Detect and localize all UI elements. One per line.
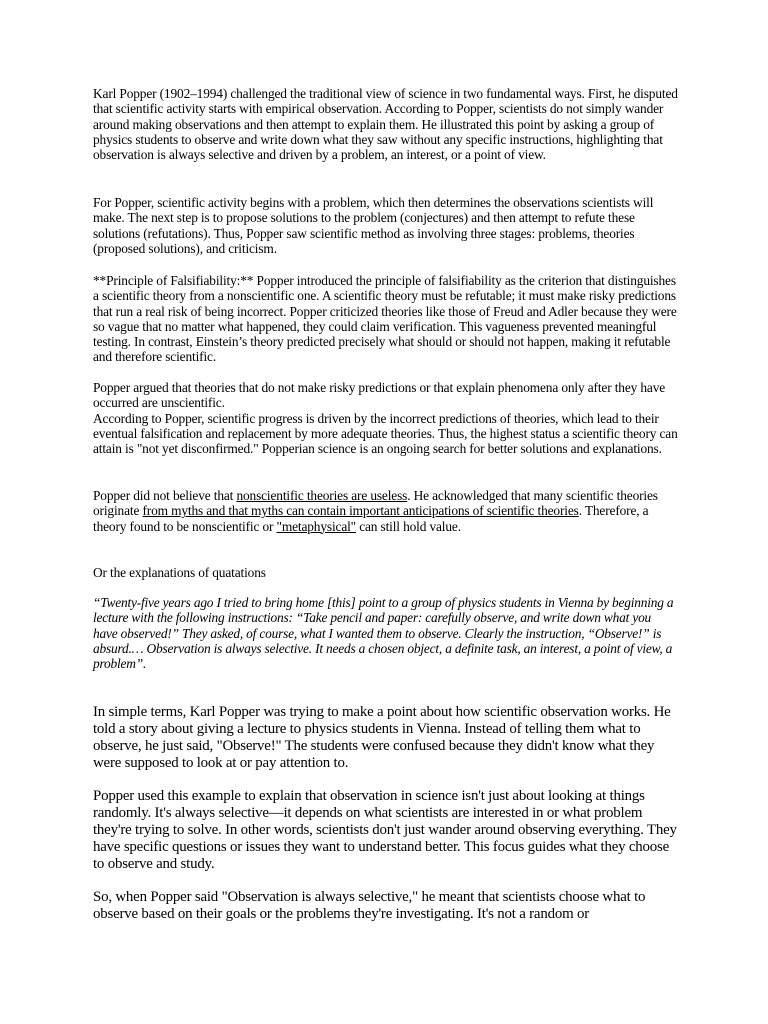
paragraph-conclusion: So, when Popper said "Observation is always selective," he meant that scientists choose what to observe based on their goals or the problems they're investigating. It's not a random or	[93, 889, 646, 923]
paragraph-unscientific: Popper argued that theories that do not make risky predictions or that explain phenomena only after they have occurred are unscientific.	[93, 380, 666, 411]
text-run: can still hold value.	[356, 518, 461, 534]
popper-quotation: “Twenty-five years ago I tried to bring home [this] point to a group of physics students in Vienna by beginning a lecture with the following instructions: “Take pencil and paper: carefully observe, and write down what you have observed!” They asked, of course, what I wanted them to observe. Clearly the instruction, “Observe!” is absurd.… Observation is always selective. It needs a chosen object, a definite task, an interest, a point of view, a problem”.	[93, 595, 674, 672]
underlined-phrase-useless: nonscientific theories are useless	[236, 488, 408, 503]
paragraph-popper-intro: Karl Popper (1902–1994) challenged the traditional view of science in two fundamental ways. First, he disputed that scientific activity starts with empirical observation. According to Popper, scientists do not simply wander around making observations and then attempt to explain them. He illustrated this point by asking a group of physics students to observe and write down what they saw without any specific instructions, highlighting that observation is always selective and driven by a problem, an interest, or a point of view.	[93, 86, 678, 163]
text-run: . Therefore, a theory found to be nonscientific or	[93, 503, 649, 534]
section-heading: Or the explanations of quatations	[93, 565, 266, 580]
paragraph-scientific-activity: For Popper, scientific activity begins with a problem, which then determines the observations scientists will make. The next step is to propose solutions to the problem (conjectures) and then attempt to refute these solutions (refutations). Thus, Popper saw scientific method as involving three stages: problems, theories (proposed solutions), and criticism.	[93, 195, 654, 256]
paragraph-falsifiability: **Principle of Falsifiability:** Popper introduced the principle of falsifiability as the criterion that distinguishes a scientific theory from a nonscientific one. A scientific theory must be refutable; it must make risky predictions that run a real risk of being incorrect. Popper criticized theories like those of Freud and Adler because they were so vague that no matter what happened, they could claim verification. This vagueness prevented meaningful testing. In contrast, Einstein’s theory predicted precisely what should or should not happen, making it refutable and therefore scientific.	[93, 273, 677, 365]
text-run: Popper did not believe that	[93, 488, 237, 503]
underlined-phrase-metaphysical: "metaphysical"	[276, 518, 356, 534]
paragraph-scientific-progress: According to Popper, scientific progress is driven by the incorrect predictions of theories, which lead to their eventual falsification and replacement by more adequate theories. Thus, the highest status a scientific theory can attain is "not yet disconfirmed." Popperian science is an ongoing search for better solutions and explanations.	[93, 410, 678, 457]
paragraph-risky-predictions	[93, 380, 678, 456]
paragraph-simple-terms: In simple terms, Karl Popper was trying to make a point about how scientific observation works. He told a story about giving a lecture to physics students in Vienna. Instead of telling them what to observe, he just said, "Observe!" The students were confused because they didn't know what they were supposed to look at or pay attention to.	[93, 704, 671, 772]
text-run: . He acknowledged that many scientific theories originate	[93, 488, 658, 519]
paragraph-selective-observation: Popper used this example to explain that observation in science isn't just about looking at things randomly. It's always selective—it depends on what scientists are interested in or what problem they're trying to solve. In other words, scientists don't just wander around observing everything. They have specific questions or issues they want to understand better. This focus guides what they choose to observe and study.	[93, 788, 677, 873]
underlined-phrase-myths: from myths and that myths can contain important anticipations of scientific theories	[142, 503, 579, 519]
paragraph-nonscientific-value	[93, 488, 678, 534]
